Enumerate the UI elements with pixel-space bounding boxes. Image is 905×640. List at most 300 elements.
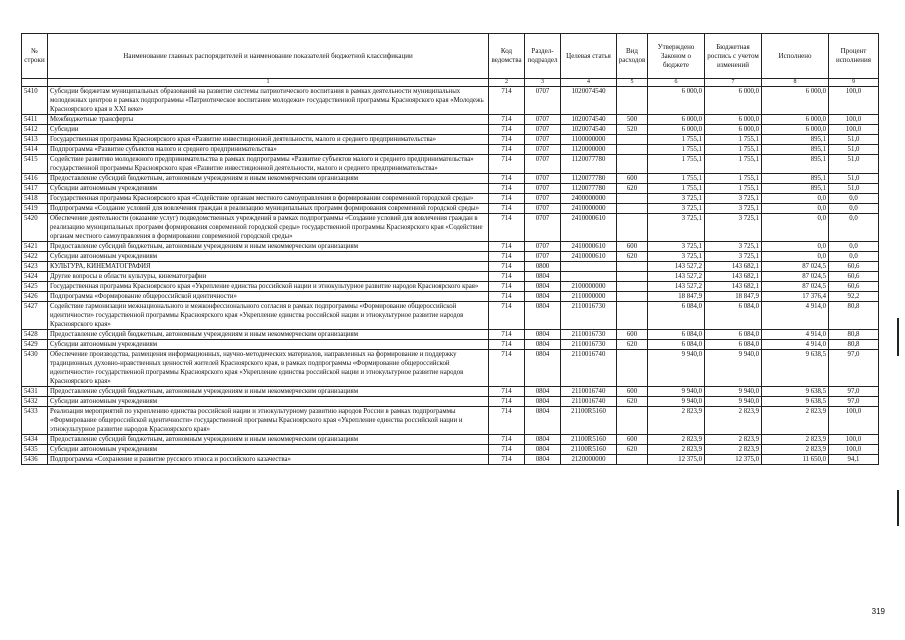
- row-approved: 6 084,0: [648, 330, 705, 340]
- row-exp-type: 600: [617, 174, 648, 184]
- row-exp-type: 600: [617, 242, 648, 252]
- row-list: 9 940,0: [705, 350, 762, 387]
- row-code: 714: [489, 115, 525, 125]
- column-number: 1: [48, 79, 489, 87]
- table-row: [22, 350, 879, 387]
- header-code: Код ведомства: [489, 34, 525, 79]
- row-percent: 51,0: [829, 145, 879, 155]
- row-list: 3 725,1: [705, 214, 762, 242]
- row-percent: 100,0: [829, 125, 879, 135]
- row-approved: 1 755,1: [648, 145, 705, 155]
- row-exp-type: [617, 272, 648, 282]
- row-code: 714: [489, 272, 525, 282]
- row-name: Субсидии автономным учреждениям: [48, 397, 489, 407]
- column-number: 9: [829, 79, 879, 87]
- row-executed: 895,1: [762, 184, 829, 194]
- row-exp-type: [617, 455, 648, 465]
- row-name: Государственная программа Красноярского края «Развитие инвестиционной деятельности, малого и среднего предпринимательства»: [48, 135, 489, 145]
- row-article: 1120077780: [561, 155, 617, 174]
- table-row: [22, 435, 879, 445]
- row-number: 5423: [22, 262, 48, 272]
- row-percent: 60,6: [829, 282, 879, 292]
- row-name: Субсидии автономным учреждениям: [48, 445, 489, 455]
- row-article: [561, 262, 617, 272]
- row-approved: 12 375,0: [648, 455, 705, 465]
- row-name: Подпрограмма «Формирование общероссийской идентичности»: [48, 292, 489, 302]
- row-article: [561, 272, 617, 282]
- row-code: 714: [489, 87, 525, 115]
- column-number: 2: [489, 79, 525, 87]
- row-number: 5434: [22, 435, 48, 445]
- row-percent: 0,0: [829, 194, 879, 204]
- header-executed: Исполнено: [762, 34, 829, 79]
- row-exp-type: [617, 302, 648, 330]
- row-executed: 6 000,0: [762, 125, 829, 135]
- row-article: 2110016740: [561, 387, 617, 397]
- row-list: 2 823,9: [705, 445, 762, 455]
- row-number: 5416: [22, 174, 48, 184]
- row-name: Другие вопросы в области культуры, кинематографии: [48, 272, 489, 282]
- row-percent: 80,8: [829, 340, 879, 350]
- row-list: 6 084,0: [705, 302, 762, 330]
- row-percent: 97,0: [829, 397, 879, 407]
- row-article: 2120000000: [561, 455, 617, 465]
- row-section: 0707: [525, 214, 561, 242]
- row-code: 714: [489, 125, 525, 135]
- row-exp-type: [617, 350, 648, 387]
- row-executed: 2 823,9: [762, 407, 829, 435]
- row-executed: 0,0: [762, 194, 829, 204]
- row-list: 6 000,0: [705, 125, 762, 135]
- table-row: [22, 397, 879, 407]
- row-approved: 6 000,0: [648, 115, 705, 125]
- row-approved: 9 940,0: [648, 397, 705, 407]
- table-row: [22, 282, 879, 292]
- row-section: 0804: [525, 282, 561, 292]
- table-row: [22, 445, 879, 455]
- row-section: 0707: [525, 135, 561, 145]
- row-list: 3 725,1: [705, 194, 762, 204]
- header-row: [22, 34, 879, 79]
- row-name: Субсидии автономным учреждениям: [48, 340, 489, 350]
- column-number: 5: [617, 79, 648, 87]
- row-list: 6 084,0: [705, 340, 762, 350]
- row-number: 5415: [22, 155, 48, 174]
- row-article: 2110016740: [561, 350, 617, 387]
- scan-edge-mark: [897, 490, 899, 526]
- column-number: 3: [525, 79, 561, 87]
- table-row: [22, 87, 879, 115]
- row-percent: 60,6: [829, 272, 879, 282]
- row-section: 0804: [525, 397, 561, 407]
- row-code: 714: [489, 455, 525, 465]
- row-article: 1120077780: [561, 174, 617, 184]
- row-number: 5417: [22, 184, 48, 194]
- row-article: 2410000610: [561, 242, 617, 252]
- row-list: 1 755,1: [705, 184, 762, 194]
- row-number: 5410: [22, 87, 48, 115]
- row-exp-type: [617, 204, 648, 214]
- row-approved: 1 755,1: [648, 174, 705, 184]
- row-article: 1120077780: [561, 184, 617, 194]
- row-executed: 895,1: [762, 135, 829, 145]
- row-number: 5431: [22, 387, 48, 397]
- row-name: Субсидии автономным учреждениям: [48, 184, 489, 194]
- row-name: Предоставление субсидий бюджетным, автономным учреждениям и иным некоммерческим организациям: [48, 330, 489, 340]
- row-code: 714: [489, 340, 525, 350]
- row-approved: 9 940,0: [648, 387, 705, 397]
- row-section: 0804: [525, 407, 561, 435]
- table-row: [22, 330, 879, 340]
- row-exp-type: 600: [617, 387, 648, 397]
- row-exp-type: 600: [617, 435, 648, 445]
- row-name: Содействие гармонизации межнационального и межконфессионального согласия в рамках подпрограммы «Формирование общероссийской идентичности» государственной программы Красноярского края «Укрепление единства российской нации и этнокультурное развитие народов Красноярского края»: [48, 302, 489, 330]
- row-approved: 1 755,1: [648, 184, 705, 194]
- row-number: 5414: [22, 145, 48, 155]
- row-percent: 100,0: [829, 87, 879, 115]
- row-section: 0707: [525, 87, 561, 115]
- row-percent: 0,0: [829, 204, 879, 214]
- row-executed: 9 638,5: [762, 387, 829, 397]
- row-executed: 0,0: [762, 252, 829, 262]
- row-exp-type: 620: [617, 252, 648, 262]
- row-exp-type: 620: [617, 445, 648, 455]
- row-section: 0804: [525, 350, 561, 387]
- table-row: [22, 272, 879, 282]
- row-code: 714: [489, 282, 525, 292]
- table-row: [22, 387, 879, 397]
- row-exp-type: [617, 214, 648, 242]
- row-approved: 143 527,2: [648, 282, 705, 292]
- row-approved: 3 725,1: [648, 252, 705, 262]
- row-executed: 4 914,0: [762, 330, 829, 340]
- table-row: [22, 115, 879, 125]
- row-number: 5433: [22, 407, 48, 435]
- row-exp-type: [617, 135, 648, 145]
- row-executed: 895,1: [762, 155, 829, 174]
- row-percent: 100,0: [829, 407, 879, 435]
- row-section: 0804: [525, 455, 561, 465]
- row-name: Обеспечение производства, размещения информационных, научно-методических материалов, направленных на формирование и поддержку традиционных духовно-нравственных ценностей жителей Красноярского края, в рамках подпрограммы «Формирование общероссийской идентичности» государственной программы Красноярского края «Укрепление единства российской нации и этнокультурное развитие народов Красноярского края»: [48, 350, 489, 387]
- table-row: [22, 214, 879, 242]
- row-name: Субсидии автономным учреждениям: [48, 252, 489, 262]
- row-number: 5435: [22, 445, 48, 455]
- row-section: 0707: [525, 174, 561, 184]
- column-number: 6: [648, 79, 705, 87]
- header-article: Целевая статья: [561, 34, 617, 79]
- row-section: 0707: [525, 252, 561, 262]
- row-percent: 97,0: [829, 350, 879, 387]
- row-percent: 51,0: [829, 174, 879, 184]
- row-name: Реализация мероприятий по укреплению единства российской нации и этнокультурному развитию народов России в рамках подпрограммы «Формирование общероссийской идентичности» государственной программы Красноярского края «Укрепление единства российской нации и этнокультурное развитие народов Красноярского края»: [48, 407, 489, 435]
- row-code: 714: [489, 302, 525, 330]
- row-section: 0804: [525, 272, 561, 282]
- row-approved: 1 755,1: [648, 155, 705, 174]
- row-article: 21100R5160: [561, 435, 617, 445]
- row-article: 21100R5160: [561, 445, 617, 455]
- table-row: [22, 407, 879, 435]
- row-name: Подпрограмма «Создание условий для вовлечения граждан в реализацию муниципальных программ формирования современной городской среды»: [48, 204, 489, 214]
- row-exp-type: 620: [617, 340, 648, 350]
- row-percent: 0,0: [829, 242, 879, 252]
- row-name: Государственная программа Красноярского края «Содействие органам местного самоуправления в формировании современной городской среды»: [48, 194, 489, 204]
- row-list: 1 755,1: [705, 174, 762, 184]
- row-code: 714: [489, 155, 525, 174]
- row-article: 2110016740: [561, 397, 617, 407]
- row-approved: 6 084,0: [648, 340, 705, 350]
- row-number: 5420: [22, 214, 48, 242]
- row-percent: 100,0: [829, 435, 879, 445]
- row-name: Предоставление субсидий бюджетным, автономным учреждениям и иным некоммерческим организациям: [48, 174, 489, 184]
- row-number: 5411: [22, 115, 48, 125]
- row-number: 5432: [22, 397, 48, 407]
- row-percent: 60,6: [829, 262, 879, 272]
- row-section: 0804: [525, 292, 561, 302]
- row-approved: 143 527,2: [648, 272, 705, 282]
- row-exp-type: 620: [617, 397, 648, 407]
- row-list: 12 375,0: [705, 455, 762, 465]
- row-section: 0804: [525, 435, 561, 445]
- row-code: 714: [489, 330, 525, 340]
- row-approved: 2 823,9: [648, 445, 705, 455]
- row-section: 0707: [525, 115, 561, 125]
- row-section: 0804: [525, 387, 561, 397]
- table-row: [22, 194, 879, 204]
- row-section: 0707: [525, 184, 561, 194]
- row-article: 2410000610: [561, 214, 617, 242]
- row-approved: 6 084,0: [648, 302, 705, 330]
- row-code: 714: [489, 407, 525, 435]
- row-approved: 9 940,0: [648, 350, 705, 387]
- row-code: 714: [489, 262, 525, 272]
- row-code: 714: [489, 387, 525, 397]
- row-list: 6 084,0: [705, 330, 762, 340]
- header-row-no: № строки: [22, 34, 48, 79]
- row-percent: 80,8: [829, 330, 879, 340]
- row-number: 5418: [22, 194, 48, 204]
- row-article: 1020074540: [561, 87, 617, 115]
- row-list: 143 682,1: [705, 282, 762, 292]
- row-code: 714: [489, 435, 525, 445]
- row-executed: 87 024,5: [762, 282, 829, 292]
- row-list: 3 725,1: [705, 242, 762, 252]
- header-name: Наименование главных распорядителей и наименование показателей бюджетной классификации: [48, 34, 489, 79]
- header-exp-type: Вид расходов: [617, 34, 648, 79]
- row-percent: 92,2: [829, 292, 879, 302]
- row-list: 1 755,1: [705, 145, 762, 155]
- row-article: 1120000000: [561, 145, 617, 155]
- row-name: Содействие развитию молодежного предпринимательства в рамках подпрограммы «Развитие субъектов малого и среднего предпринимательства» государственной программы Красноярского края «Развитие инвестиционной деятельности, малого и среднего предпринимательства»: [48, 155, 489, 174]
- row-number: 5413: [22, 135, 48, 145]
- row-number: 5430: [22, 350, 48, 387]
- row-approved: 3 725,1: [648, 214, 705, 242]
- table-row: [22, 262, 879, 272]
- row-number: 5428: [22, 330, 48, 340]
- row-list: 2 823,9: [705, 407, 762, 435]
- row-code: 714: [489, 350, 525, 387]
- row-percent: 0,0: [829, 252, 879, 262]
- row-executed: 9 638,5: [762, 350, 829, 387]
- header-list: Бюджетная роспись с учетом изменений: [705, 34, 762, 79]
- row-list: 1 755,1: [705, 155, 762, 174]
- row-approved: 18 847,9: [648, 292, 705, 302]
- row-percent: 100,0: [829, 445, 879, 455]
- row-number: 5426: [22, 292, 48, 302]
- row-article: 1020074540: [561, 115, 617, 125]
- row-code: 714: [489, 194, 525, 204]
- row-executed: 87 024,5: [762, 272, 829, 282]
- row-approved: 6 000,0: [648, 87, 705, 115]
- row-percent: 80,8: [829, 302, 879, 330]
- row-code: 714: [489, 135, 525, 145]
- row-exp-type: [617, 262, 648, 272]
- row-executed: 17 376,4: [762, 292, 829, 302]
- row-percent: 51,0: [829, 155, 879, 174]
- column-number-row: [22, 79, 879, 87]
- column-number: 4: [561, 79, 617, 87]
- row-exp-type: [617, 87, 648, 115]
- row-approved: 2 823,9: [648, 435, 705, 445]
- column-number: 8: [762, 79, 829, 87]
- table-row: [22, 184, 879, 194]
- row-exp-type: [617, 407, 648, 435]
- row-executed: 895,1: [762, 145, 829, 155]
- row-exp-type: 500: [617, 115, 648, 125]
- row-number: 5425: [22, 282, 48, 292]
- row-number: 5422: [22, 252, 48, 262]
- row-executed: 4 914,0: [762, 340, 829, 350]
- row-executed: 2 823,9: [762, 435, 829, 445]
- row-section: 0707: [525, 242, 561, 252]
- row-list: 143 682,1: [705, 262, 762, 272]
- table-row: [22, 145, 879, 155]
- row-number: 5412: [22, 125, 48, 135]
- row-section: 0804: [525, 302, 561, 330]
- row-code: 714: [489, 184, 525, 194]
- row-approved: 6 000,0: [648, 125, 705, 135]
- row-section: 0804: [525, 445, 561, 455]
- row-list: 3 725,1: [705, 204, 762, 214]
- row-percent: 97,0: [829, 387, 879, 397]
- row-list: 9 940,0: [705, 397, 762, 407]
- row-exp-type: 620: [617, 184, 648, 194]
- row-exp-type: [617, 145, 648, 155]
- table-row: [22, 155, 879, 174]
- row-section: 0804: [525, 340, 561, 350]
- row-article: 2110016730: [561, 302, 617, 330]
- table-row: [22, 174, 879, 184]
- row-section: 0707: [525, 194, 561, 204]
- row-exp-type: 520: [617, 125, 648, 135]
- row-percent: 100,0: [829, 115, 879, 125]
- row-list: 6 000,0: [705, 115, 762, 125]
- row-list: 9 940,0: [705, 387, 762, 397]
- row-list: 6 000,0: [705, 87, 762, 115]
- row-number: 5419: [22, 204, 48, 214]
- row-exp-type: 600: [617, 330, 648, 340]
- table-row: [22, 455, 879, 465]
- row-list: 143 682,1: [705, 272, 762, 282]
- row-exp-type: [617, 155, 648, 174]
- row-article: 2410000000: [561, 204, 617, 214]
- budget-table: [21, 33, 879, 465]
- row-code: 714: [489, 145, 525, 155]
- row-article: 2110016730: [561, 330, 617, 340]
- row-executed: 2 823,9: [762, 445, 829, 455]
- row-article: 2110016730: [561, 340, 617, 350]
- row-article: 2100000000: [561, 282, 617, 292]
- row-exp-type: [617, 194, 648, 204]
- row-name: Предоставление субсидий бюджетным, автономным учреждениям и иным некоммерческим организациям: [48, 387, 489, 397]
- column-number: [22, 79, 48, 87]
- row-approved: 3 725,1: [648, 204, 705, 214]
- row-section: 0707: [525, 125, 561, 135]
- row-percent: 51,0: [829, 135, 879, 145]
- row-name: Предоставление субсидий бюджетным, автономным учреждениям и иным некоммерческим организациям: [48, 242, 489, 252]
- row-number: 5424: [22, 272, 48, 282]
- row-section: 0800: [525, 262, 561, 272]
- row-executed: 0,0: [762, 242, 829, 252]
- row-number: 5427: [22, 302, 48, 330]
- row-article: 1100000000: [561, 135, 617, 145]
- row-code: 714: [489, 397, 525, 407]
- row-code: 714: [489, 204, 525, 214]
- table-row: [22, 340, 879, 350]
- row-code: 714: [489, 292, 525, 302]
- column-number: 7: [705, 79, 762, 87]
- row-number: 5429: [22, 340, 48, 350]
- table-row: [22, 204, 879, 214]
- row-name: КУЛЬТУРА, КИНЕМАТОГРАФИЯ: [48, 262, 489, 272]
- table-row: [22, 242, 879, 252]
- header-percent: Процент исполнения: [829, 34, 879, 79]
- row-article: 2410000610: [561, 252, 617, 262]
- row-article: 2110000000: [561, 292, 617, 302]
- row-number: 5436: [22, 455, 48, 465]
- row-exp-type: [617, 292, 648, 302]
- row-section: 0707: [525, 145, 561, 155]
- row-list: 18 847,9: [705, 292, 762, 302]
- row-list: 2 823,9: [705, 435, 762, 445]
- scan-edge-mark: [897, 318, 899, 356]
- row-name: Обеспечение деятельности (оказание услуг) подведомственных учреждений в рамках подпрограммы «Создание условий для вовлечения граждан в реализацию муниципальных программ формирования современной городской среды» государственной программы Красноярского края «Содействие органам местного самоуправления в формировании современной городской среды»: [48, 214, 489, 242]
- row-section: 0707: [525, 204, 561, 214]
- row-name: Субсидии: [48, 125, 489, 135]
- row-article: 21100R5160: [561, 407, 617, 435]
- row-article: 2400000000: [561, 194, 617, 204]
- row-code: 714: [489, 174, 525, 184]
- row-executed: 11 650,0: [762, 455, 829, 465]
- row-code: 714: [489, 214, 525, 242]
- row-name: Государственная программа Красноярского края «Укрепление единства российской нации и этнокультурное развитие народов Красноярского края»: [48, 282, 489, 292]
- row-name: Подпрограмма «Развитие субъектов малого и среднего предпринимательства»: [48, 145, 489, 155]
- row-executed: 9 638,5: [762, 397, 829, 407]
- row-approved: 2 823,9: [648, 407, 705, 435]
- row-code: 714: [489, 252, 525, 262]
- row-name: Предоставление субсидий бюджетным, автономным учреждениям и иным некоммерческим организациям: [48, 435, 489, 445]
- table-row: [22, 292, 879, 302]
- row-percent: 94,1: [829, 455, 879, 465]
- row-article: 1020074540: [561, 125, 617, 135]
- table-row: [22, 135, 879, 145]
- row-approved: 143 527,2: [648, 262, 705, 272]
- row-percent: 51,0: [829, 184, 879, 194]
- row-code: 714: [489, 445, 525, 455]
- header-section: Раздел-подраздел: [525, 34, 561, 79]
- row-name: Межбюджетные трансферты: [48, 115, 489, 125]
- row-section: 0804: [525, 330, 561, 340]
- row-executed: 4 914,0: [762, 302, 829, 330]
